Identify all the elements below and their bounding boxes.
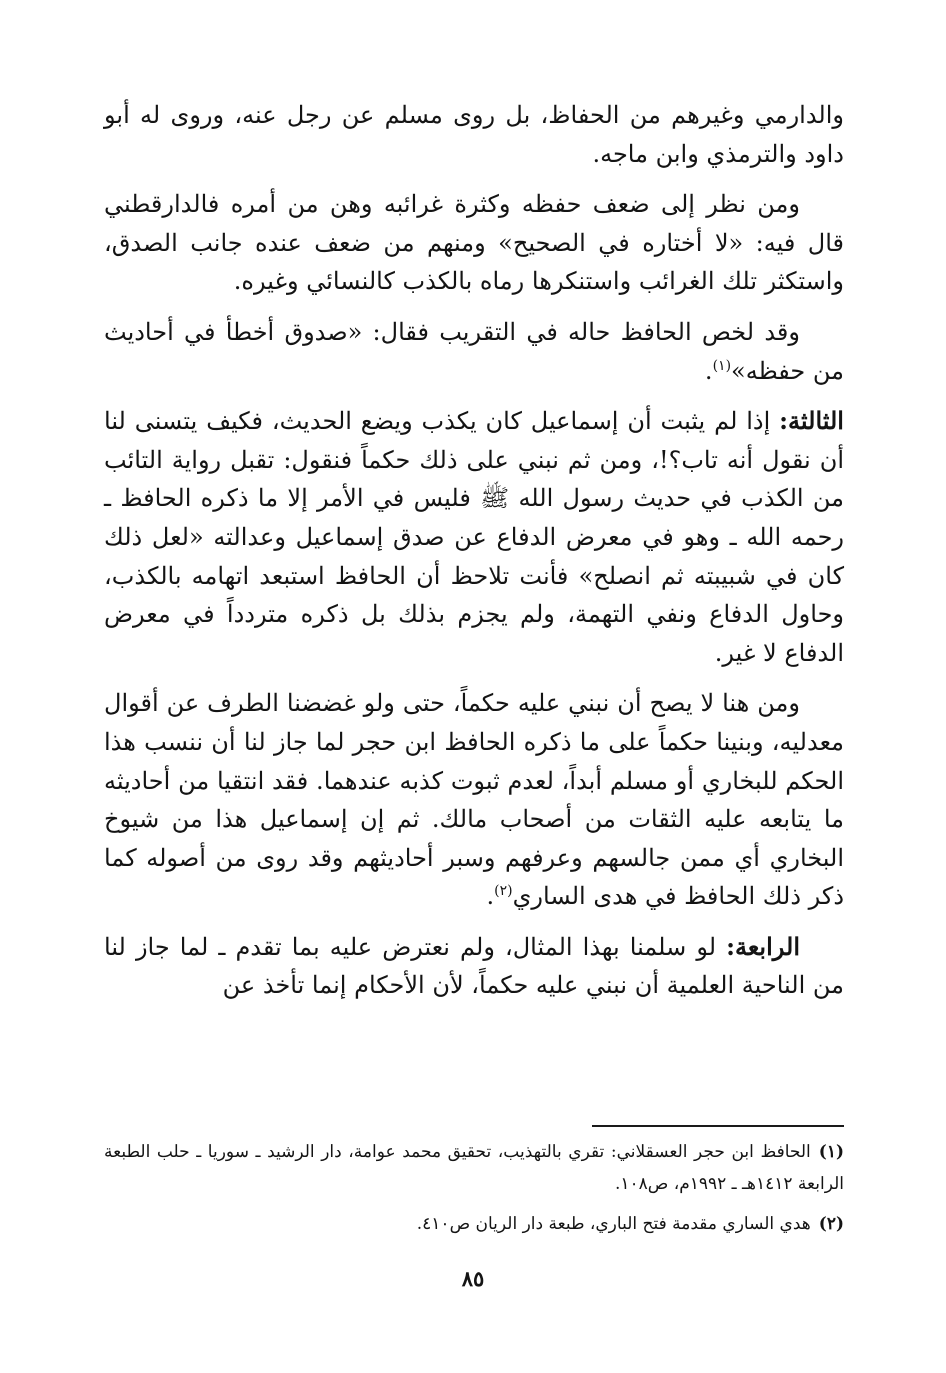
paragraph-2-text: ومن نظر إلى ضعف حفظه وكثرة غرائبه وهن من أمره فالدارقطني قال فيه: «لا أختاره في الصحيح» ومنهم من ضعف عنده جانب الصدق، واستكثر تلك الغرائب واستنكرها رماه بالكذب كالنسائي وغيره. <box>104 190 844 296</box>
main-text <box>104 96 844 1005</box>
footnote-1 <box>104 1136 844 1200</box>
footnotes <box>104 1136 844 1248</box>
paragraph-1-text: والدارمي وغيرهم من الحفاظ، بل روى مسلم عن رجل عنه، وروى له أبو داود والترمذي وابن ماجه. <box>104 101 844 168</box>
footnote-divider <box>592 1125 844 1127</box>
footnote-ref-1: (١) <box>712 357 732 374</box>
paragraph-5-end: . <box>486 882 495 911</box>
footnote-2-text: هدي الساري مقدمة فتح الباري، طبعة دار الريان ص٤١٠. <box>416 1214 811 1234</box>
paragraph-4 <box>104 402 844 672</box>
footnote-1-number: (١) <box>818 1142 844 1162</box>
paragraph-4-text: إذا لم يثبت أن إسماعيل كان يكذب ويضع الحديث، فكيف يتسنى لنا أن نقول أنه تاب؟!، ومن ثم نبني على ذلك حكماً فنقول: تقبل رواية التائب من الكذب في حديث رسول الله ﷺ فليس في الأمر إلا ما ذكره الحافظ ـ رحمه الله ـ وهو في معرض الدفاع عن صدق إسماعيل وعدالته «لعل ذلك كان في شبيبته ثم انصلح» فأنت تلاحظ أن الحافظ استبعد اتهامه بالكذب، وحاول الدفاع ونفي التهمة، ولم يجزم بذلك بل ذكره متردداً في معرض الدفاع لا غير. <box>104 407 844 667</box>
paragraph-3-end: . <box>704 356 713 385</box>
footnote-ref-2: (٢) <box>494 883 513 900</box>
footnote-2-number: (٢) <box>818 1214 844 1234</box>
footnote-2 <box>104 1208 844 1240</box>
paragraph-1 <box>104 96 844 173</box>
paragraph-2 <box>104 185 844 301</box>
paragraph-5-text: ومن هنا لا يصح أن نبني عليه حكماً، حتى ولو غضضنا الطرف عن أقوال معدليه، وبنينا حكماً على ما ذكره الحافظ ابن حجر لما جاز لنا أن ننسب هذا الحكم للبخاري أو مسلم أبداً، لعدم ثبوت كذبه عندهما. فقد انتقيا من أحاديثه ما يتابعه عليه الثقات من أصحاب مالك. ثم إن إسماعيل هذا من شيوخ البخاري أي ممن جالسهم وعرفهم وسبر أحاديثهم وقد روى من أصوله كما ذكر ذلك الحافظ في هدى الساري <box>104 689 844 911</box>
page-number: ٨٥ <box>461 1266 485 1291</box>
paragraph-4-heading: الثالثة: <box>779 406 844 436</box>
paragraph-6 <box>104 928 844 1005</box>
paragraph-6-heading: الرابعة: <box>726 931 800 961</box>
paragraph-6-text: لو سلمنا بهذا المثال، ولم نعترض عليه بما تقدم ـ لما جاز لنا من الناحية العلمية أن نبني عليه حكماً، لأن الأحكام إنما تأخذ عن <box>104 932 844 1000</box>
paragraph-3-text: وقد لخص الحافظ حاله في التقريب فقال: «صدوق أخطأ في أحاديث من حفظه» <box>104 317 844 385</box>
footnote-1-text: الحافظ ابن حجر العسقلاني: تقري بالتهذيب، تحقيق محمد عوامة، دار الرشيد ـ سوريا ـ حلب الطبعة الرابعة ١٤١٢هـ ـ ١٩٩٢م، ص١٠٨. <box>104 1142 844 1194</box>
paragraph-5 <box>104 684 844 916</box>
paragraph-3 <box>104 313 844 390</box>
